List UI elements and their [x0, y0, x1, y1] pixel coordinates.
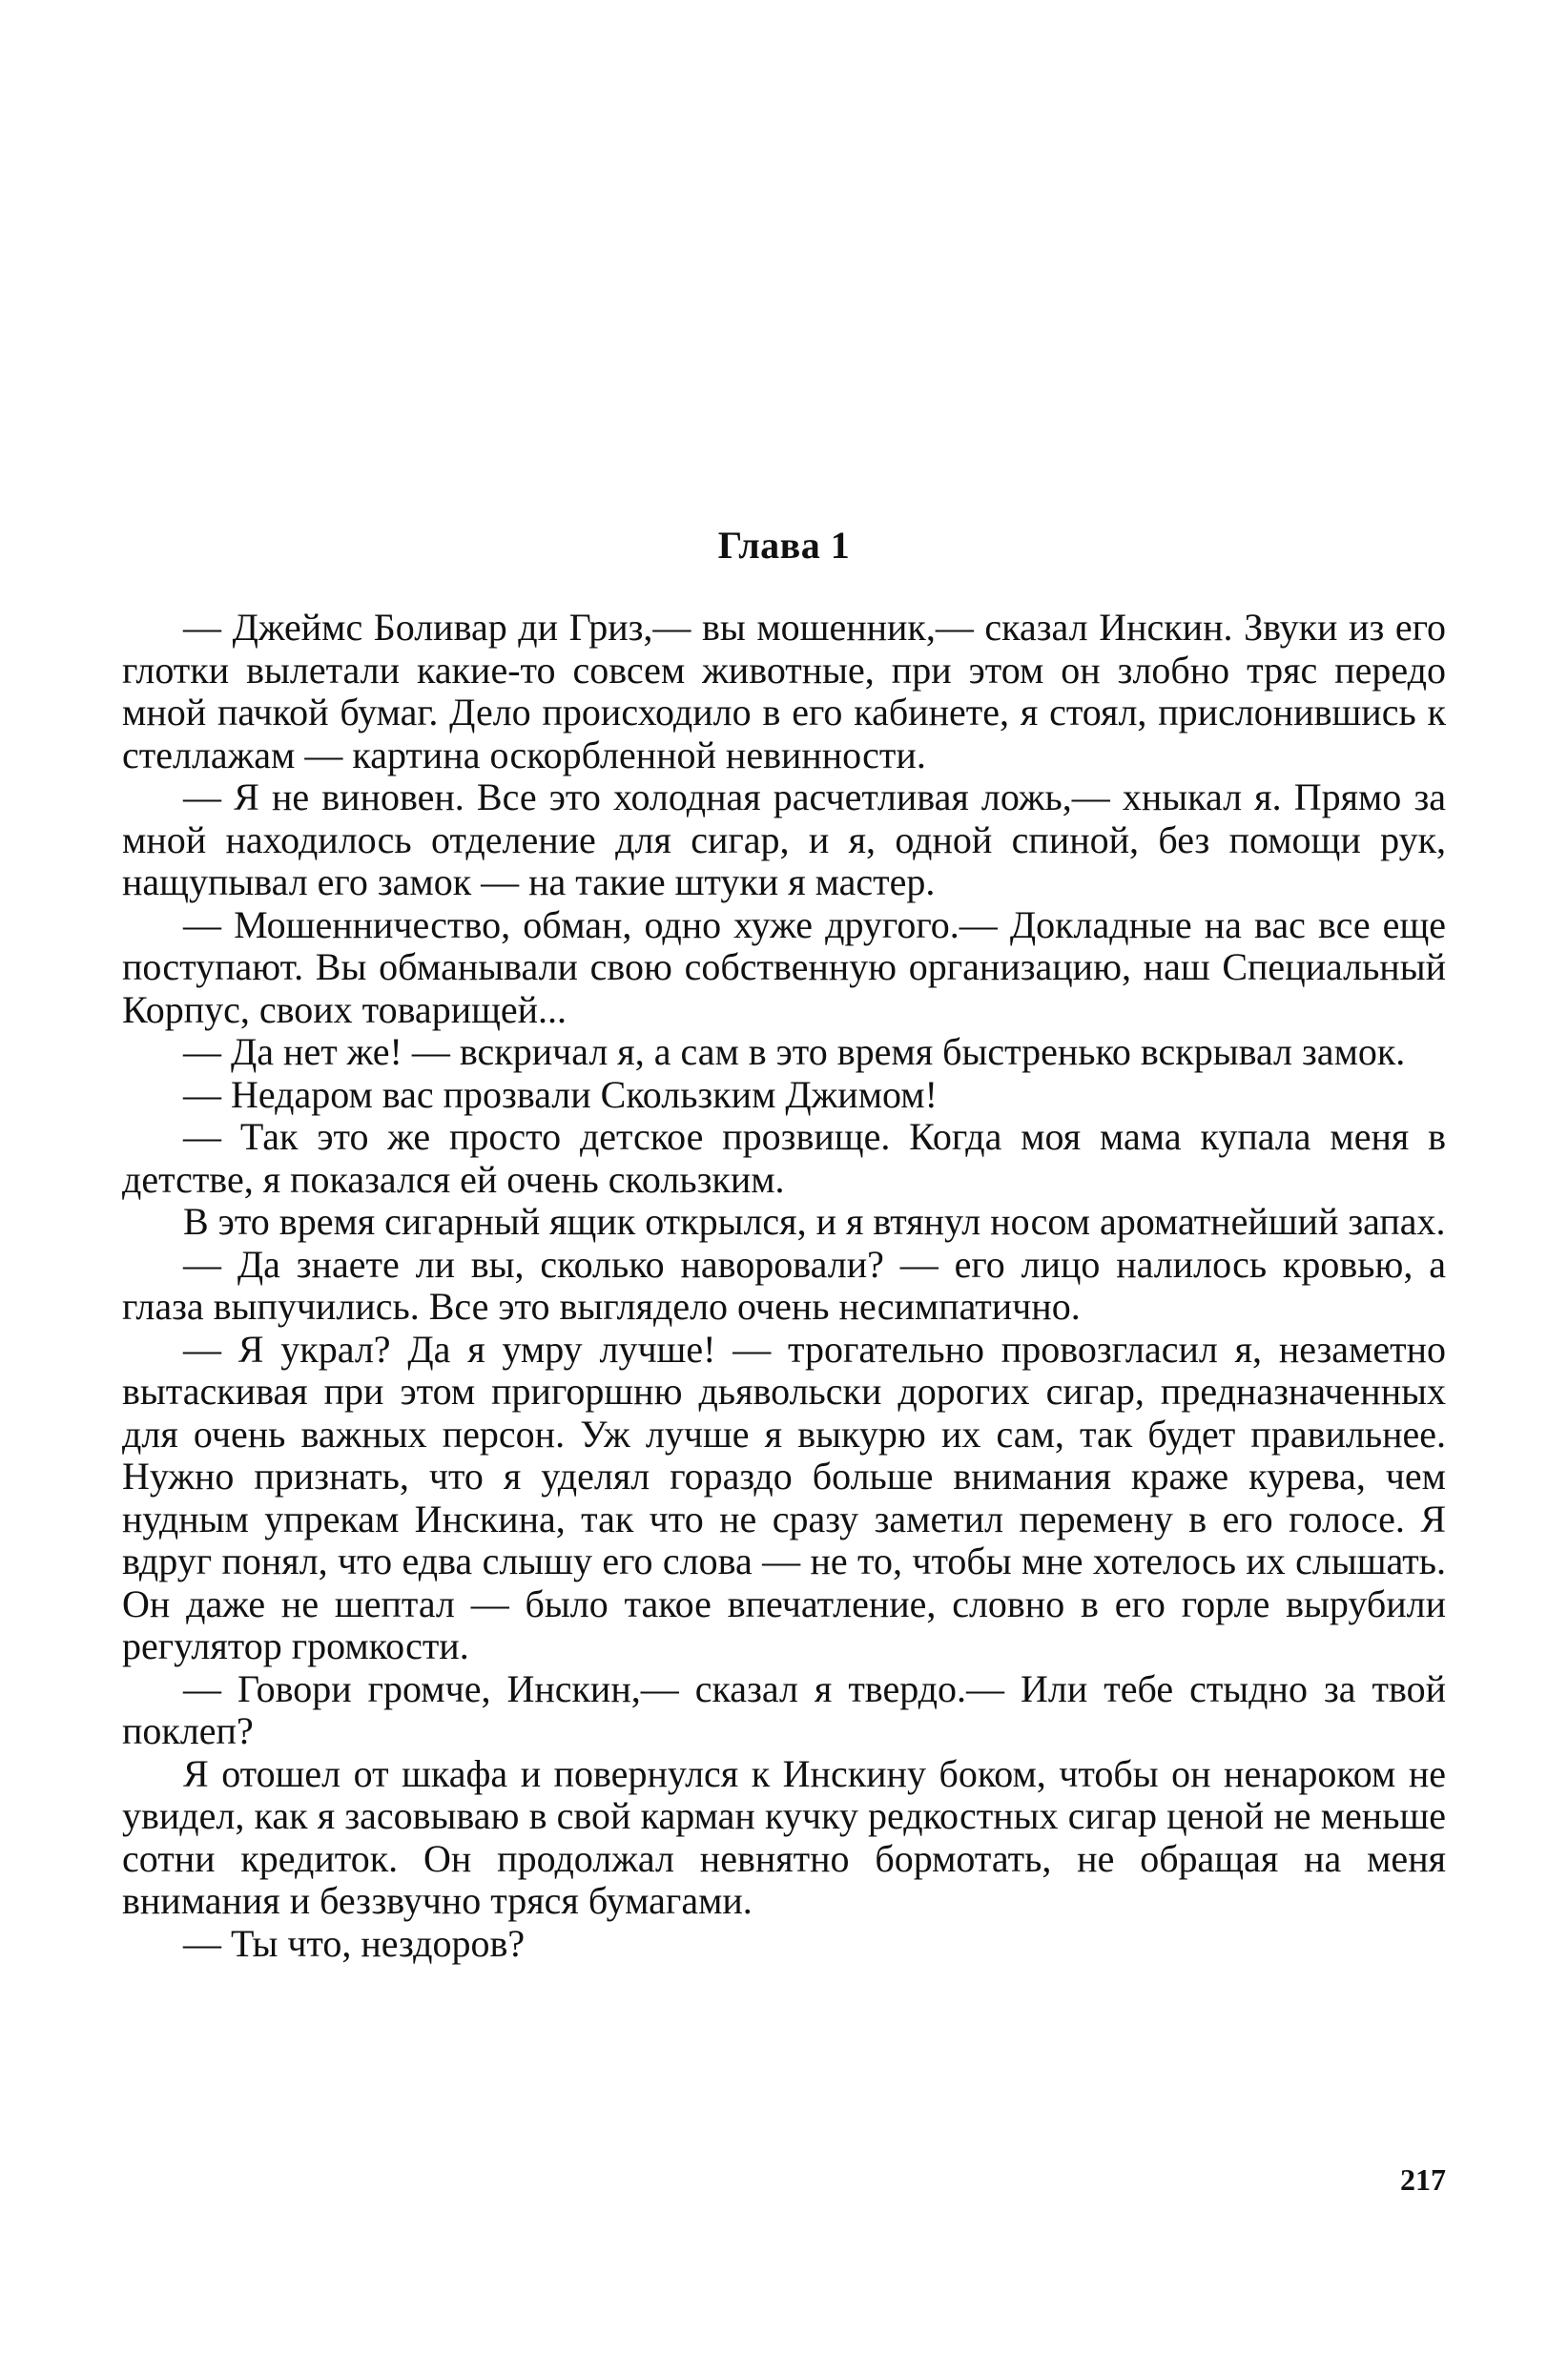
paragraph: — Да знаете ли вы, сколько наворовали? — его лицо налилось кровью, а глаза выпучились. Все это выглядело очень несимпатично.: [122, 1242, 1446, 1328]
body-text: [122, 607, 1446, 1965]
paragraph: — Мошенничество, обман, одно хуже другого.— Докладные на вас все еще поступают. Вы обманывали свою собственную организацию, наш Специальный Корпус, своих товарищей...: [122, 902, 1446, 1031]
paragraph: В это время сигарный ящик открылся, и я втянул носом ароматнейший запах.: [183, 1200, 1446, 1243]
paragraph: — Недаром вас прозвали Скользким Джимом!: [183, 1072, 938, 1116]
paragraph: — Да нет же! — вскричал я, а сам в это время быстренько вскрывал замок.: [183, 1030, 1406, 1073]
page-number: 217: [1400, 2162, 1446, 2197]
paragraph: — Ты что, нездоров?: [183, 1921, 526, 1965]
paragraph: Я отошел от шкафа и повернулся к Инскину боком, чтобы он ненароком не увидел, как я засовываю в свой карман кучку редкостных сигар ценой не меньше сотни кредиток. Он продолжал невнятно бормотать, не обращая на меня внимания и беззвучно тряся бумагами.: [122, 1751, 1446, 1922]
paragraph: — Так это же просто детское прозвище. Когда моя мама купала меня в детстве, я показался ей очень скользким.: [122, 1115, 1446, 1201]
paragraph: — Говори громче, Инскин,— сказал я твердо.— Или тебе стыдно за твой поклеп?: [122, 1666, 1446, 1752]
paragraph: — Я украл? Да я умру лучше! — трогательно провозгласил я, незаметно вытаскивая при этом пригоршню дьявольски дорогих сигар, предназначенных для очень важных персон. Уж лучше я выкурю их сам, так будет правильнее. Нужно признать, что я уделял гораздо больше внимания краже курева, чем нудным упрекам Инскина, так что не сразу заметил перемену в его голосе. Я вдруг понял, что едва слышу его слова — не то, чтобы мне хотелось их слышать. Он даже не шептал — было такое впечатление, словно в его горле вырубили регулятор громкости.: [122, 1327, 1446, 1667]
paragraph: — Джеймс Боливар ди Гриз,— вы мошенник,— сказал Инскин. Звуки из его глотки вылетали какие-то совсем животные, при этом он злобно тряс передо мной пачкой бумаг. Дело происходило в его кабинете, я стоял, прислонившись к стеллажам — картина оскорбленной невинности.: [122, 606, 1446, 776]
paragraph: — Я не виновен. Все это холодная расчетливая ложь,— хныкал я. Прямо за мной находилось отделение для сигар, и я, одной спиной, без помощи рук, нащупывал его замок — на такие штуки я мастер.: [122, 775, 1446, 903]
chapter-title: Глава 1: [717, 524, 851, 567]
